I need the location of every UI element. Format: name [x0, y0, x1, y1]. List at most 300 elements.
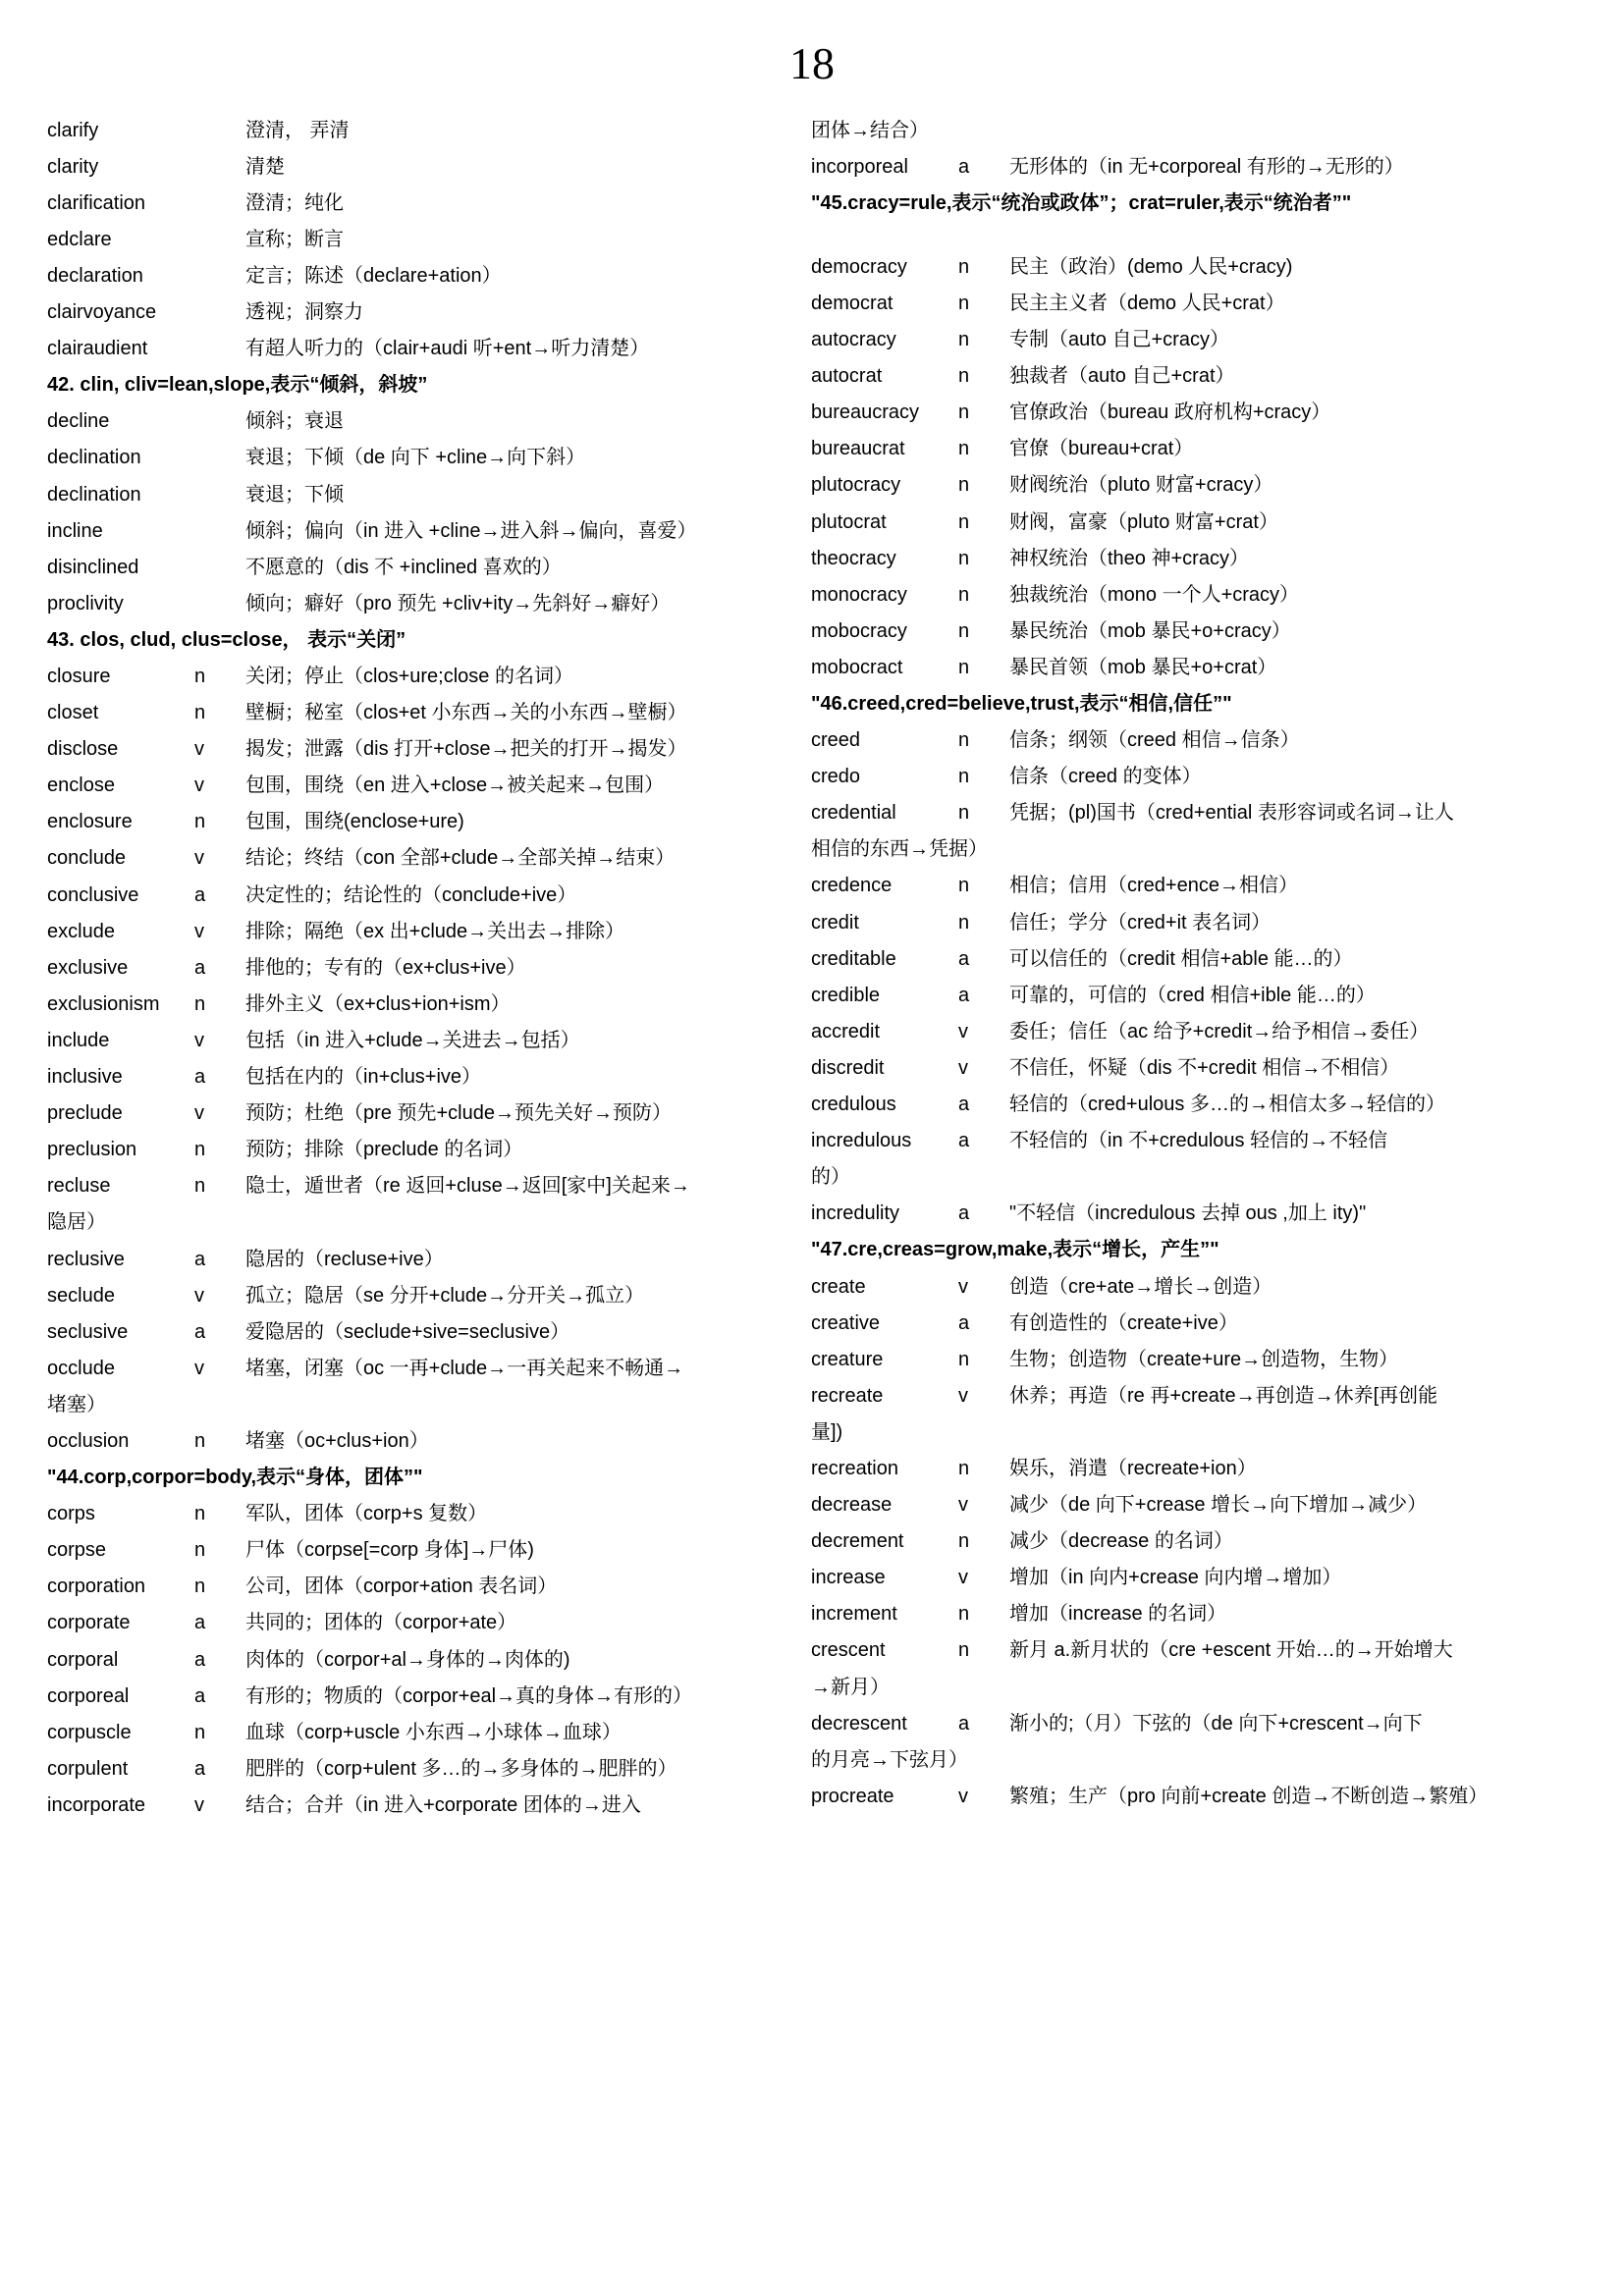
entry-part-of-speech: a — [958, 1130, 970, 1152]
vocabulary-entry — [47, 407, 774, 437]
entry-definition: 不愿意的（dis 不 +inclined 喜欢的） — [245, 556, 562, 578]
entry-part-of-speech: n — [958, 656, 970, 678]
entry-word: mobocracy — [811, 619, 907, 642]
entry-part-of-speech: n — [958, 365, 970, 388]
entry-part-of-speech: n — [958, 619, 970, 642]
vocabulary-entry — [811, 1200, 1538, 1229]
entry-word: disinclined — [47, 556, 139, 578]
entry-continuation: 团体→结合） — [811, 119, 929, 141]
entry-definition: 渐小的;（月）下弦的（de 向下+crescent→向下 — [1009, 1712, 1423, 1735]
entry-word: monocracy — [811, 583, 907, 606]
entry-definition: 娱乐，消遣（recreate+ion） — [1009, 1457, 1257, 1479]
entry-word: exclusionism — [47, 992, 160, 1015]
entry-definition: 生物；创造物（create+ure→创造物，生物） — [1009, 1348, 1399, 1370]
entry-word: credence — [811, 875, 893, 897]
entry-definition: 包括（in 进入+clude→关进去→包括） — [245, 1029, 580, 1051]
entry-word: democracy — [811, 255, 907, 278]
entry-definition: 休养；再造（re 再+create→再创造→休养[再创能 — [1009, 1384, 1438, 1407]
entry-word: preclusion — [47, 1139, 137, 1161]
entry-definition: 澄清， 弄清 — [245, 119, 350, 141]
entry-definition: 信条（creed 的变体） — [1009, 766, 1202, 788]
entry-part-of-speech: n — [958, 329, 970, 351]
entry-part-of-speech: n — [958, 510, 970, 533]
entry-definition: 减少（de 向下+crease 增长→向下增加→减少） — [1009, 1494, 1428, 1517]
entry-definition: 透视；洞察力 — [245, 301, 363, 324]
vocabulary-entry — [47, 1318, 774, 1348]
entry-definition: 有超人听力的（clair+audi 听+ent→听力清楚） — [245, 338, 650, 360]
entry-definition: 肥胖的（corp+ulent 多…的→多身体的→肥胖的） — [245, 1757, 677, 1780]
entry-definition: 定言；陈述（declare+ation） — [245, 264, 502, 287]
entry-definition: 倾斜；衰退 — [245, 410, 344, 433]
entry-word: accredit — [811, 1020, 881, 1042]
vocabulary-entry — [811, 945, 1538, 975]
entry-word: incorporate — [47, 1793, 146, 1816]
vocabulary-entry — [47, 1536, 774, 1566]
entry-definition: 预防；排除（preclude 的名词） — [245, 1139, 523, 1161]
entry-part-of-speech: n — [958, 911, 970, 934]
vocabulary-entry — [47, 226, 774, 255]
entry-word: increment — [811, 1603, 897, 1626]
entry-definition: 不轻信的（in 不+credulous 轻信的→不轻信 — [1009, 1130, 1388, 1152]
entry-continuation: 隐居） — [47, 1211, 106, 1234]
entry-part-of-speech: a — [194, 1320, 206, 1343]
entry-continuation: 相信的东西→凭据） — [811, 838, 988, 861]
entry-definition: 官僚政治（bureau 政府机构+cracy） — [1009, 401, 1331, 424]
entry-part-of-speech: n — [194, 1139, 206, 1161]
entry-definition: 清楚 — [245, 155, 285, 178]
entry-word: incorporeal — [811, 155, 908, 178]
entry-part-of-speech: n — [958, 474, 970, 497]
entry-definition: 孤立；隐居（se 分开+clude→分开关→孤立） — [245, 1284, 645, 1307]
vocabulary-entry — [811, 1091, 1538, 1120]
entry-definition: 暴民首领（mob 暴民+o+crat） — [1009, 656, 1277, 678]
vocabulary-entry — [47, 844, 774, 874]
entry-definition: 凭据；(pl)国书（cred+ential 表形容词或名词→让人 — [1009, 802, 1454, 825]
vocabulary-entry — [811, 1018, 1538, 1047]
vocabulary-entry — [811, 1382, 1538, 1412]
entry-word: corpulent — [47, 1757, 129, 1780]
entry-definition: 共同的；团体的（corpor+ate） — [245, 1612, 517, 1634]
entry-word: creature — [811, 1348, 884, 1370]
entry-definition: 宣称；断言 — [245, 228, 344, 250]
entry-definition: 专制（auto 自己+cracy） — [1009, 329, 1229, 351]
vocabulary-entry — [47, 1500, 774, 1529]
vocabulary-entry — [47, 918, 774, 947]
vocabulary-entry — [47, 881, 774, 911]
entry-definition: 相信；信用（cred+ence→相信） — [1009, 875, 1298, 897]
entry-word: theocracy — [811, 547, 896, 569]
entry-continuation: 的） — [811, 1166, 850, 1189]
entry-word: conclude — [47, 847, 127, 870]
entry-part-of-speech: v — [958, 1020, 968, 1042]
entry-word: closet — [47, 702, 99, 724]
entry-definition: 繁殖；生产（pro 向前+create 创造→不断创造→繁殖） — [1009, 1785, 1489, 1807]
entry-part-of-speech: n — [194, 1175, 206, 1198]
entry-definition: 委任；信任（ac 给予+credit→给予相信→委任） — [1009, 1020, 1430, 1042]
entry-definition: 新月 a.新月状的（cre +escent 开始…的→开始增大 — [1009, 1639, 1453, 1662]
vocabulary-entry — [47, 954, 774, 984]
vocabulary-entry — [811, 982, 1538, 1011]
entry-part-of-speech: v — [958, 1567, 968, 1589]
entry-word: corpuscle — [47, 1721, 132, 1743]
entry-part-of-speech: n — [958, 1348, 970, 1370]
entry-definition: 军队，团体（corp+s 复数） — [245, 1503, 488, 1525]
entry-word: credential — [811, 802, 896, 825]
vocabulary-entry — [47, 808, 774, 837]
vocabulary-entry — [47, 590, 774, 619]
entry-part-of-speech: n — [194, 1429, 206, 1452]
entry-part-of-speech: v — [958, 1494, 968, 1517]
entry-word: autocrat — [811, 365, 883, 388]
entry-definition: 财阀统治（pluto 财富+cracy） — [1009, 474, 1273, 497]
entry-word: incredulity — [811, 1202, 900, 1225]
entry-word: creative — [811, 1311, 881, 1334]
vocabulary-entry — [811, 1600, 1538, 1629]
vocabulary-entry — [811, 1527, 1538, 1557]
entry-word: enclosure — [47, 811, 133, 833]
vocabulary-entry — [47, 189, 774, 219]
entry-continuation: →新月） — [811, 1676, 890, 1698]
vocabulary-entry — [47, 1172, 774, 1201]
left-column — [47, 117, 774, 1828]
entry-definition: 尸体（corpse[=corp 身体]→尸体) — [245, 1539, 534, 1562]
entry-definition: 结合；合并（in 进入+corporate 团体的→进入 — [245, 1793, 641, 1816]
entry-definition: 关闭；停止（clos+ure;close 的名词） — [245, 666, 573, 687]
vocabulary-entry — [47, 554, 774, 583]
entry-part-of-speech: a — [958, 1311, 970, 1334]
entry-definition: 增加（increase 的名词） — [1009, 1603, 1227, 1626]
entry-word: preclude — [47, 1102, 123, 1125]
entry-definition: 结论；终结（con 全部+clude→全部关掉→结束） — [245, 847, 676, 870]
entry-definition: 轻信的（cred+ulous 多…的→相信太多→轻信的） — [1009, 1094, 1445, 1116]
entry-part-of-speech: v — [194, 738, 204, 761]
vocabulary-entry — [811, 1127, 1538, 1156]
vocabulary-entry — [47, 1136, 774, 1165]
vocabulary-entry — [47, 444, 774, 473]
section-heading: "45.cracy=rule,表示“统治或政体”；crat=ruler,表示“统治者”" — [811, 191, 1352, 214]
entry-part-of-speech: a — [958, 1712, 970, 1735]
entry-word: occlude — [47, 1357, 115, 1379]
entry-word: clarify — [47, 119, 99, 141]
entry-definition: 民主主义者（demo 人民+crat） — [1009, 292, 1285, 314]
entry-word: discredit — [811, 1056, 885, 1079]
vocabulary-entry — [47, 335, 774, 364]
entry-part-of-speech: v — [958, 1056, 968, 1079]
entry-word: procreate — [811, 1785, 894, 1807]
entry-word: corporeal — [47, 1684, 130, 1707]
entry-part-of-speech: n — [958, 292, 970, 314]
entry-part-of-speech: n — [958, 766, 970, 788]
vocabulary-entry — [47, 117, 774, 146]
entry-definition: 公司，团体（corpor+ation 表名词） — [245, 1575, 558, 1598]
entry-definition: 无形体的（in 无+corporeal 有形的→无形的） — [1009, 155, 1404, 178]
entry-word: corpse — [47, 1539, 107, 1562]
vocabulary-entry — [811, 617, 1538, 647]
entry-part-of-speech: v — [194, 1102, 204, 1125]
entry-word: edclare — [47, 228, 112, 250]
entry-definition: 包围，围绕（en 进入+close→被关起来→包围） — [245, 774, 665, 797]
entry-word: credit — [811, 911, 859, 934]
entry-definition: "不轻信（incredulous 去掉 ous ,加上 ity)" — [1009, 1202, 1367, 1225]
entry-definition: 揭发；泄露（dis 打开+close→把关的打开→揭发） — [245, 738, 687, 761]
entry-word: exclude — [47, 920, 115, 942]
entry-word: creed — [811, 729, 861, 752]
vocabulary-entry — [811, 362, 1538, 392]
vocabulary-entry — [47, 1282, 774, 1311]
entry-continuation: 的月亮→下弦月） — [811, 1748, 968, 1771]
entry-word: credo — [811, 766, 861, 788]
entry-word: bureaucrat — [811, 438, 905, 460]
entry-word: create — [811, 1275, 866, 1298]
section-heading: "44.corp,corpor=body,表示“身体，团体”" — [47, 1467, 423, 1489]
entry-definition: 肉体的（corpor+al→身体的→肉体的) — [245, 1648, 570, 1671]
entry-definition: 有创造性的（create+ive） — [1009, 1311, 1238, 1334]
entry-definition: 堵塞（oc+clus+ion） — [245, 1429, 429, 1452]
vocabulary-entry — [47, 1027, 774, 1056]
entry-part-of-speech: a — [958, 984, 970, 1006]
entry-word: autocracy — [811, 329, 896, 351]
entry-part-of-speech: n — [958, 729, 970, 752]
entry-word: declination — [47, 483, 141, 506]
entry-part-of-speech: n — [194, 811, 206, 833]
entry-word: plutocracy — [811, 474, 901, 497]
entry-part-of-speech: n — [194, 1539, 206, 1562]
vocabulary-entry — [811, 909, 1538, 938]
spacer — [811, 226, 1538, 253]
vocabulary-entry — [811, 326, 1538, 355]
entry-word: decrement — [811, 1530, 904, 1553]
entry-word: incredulous — [811, 1130, 912, 1152]
entry-part-of-speech: a — [194, 1648, 206, 1671]
entry-definition: 决定性的；结论性的（conclude+ive） — [245, 883, 577, 906]
entry-continuation: 堵塞） — [47, 1393, 106, 1415]
vocabulary-entry — [811, 253, 1538, 283]
vocabulary-entry — [811, 545, 1538, 574]
vocabulary-entry — [47, 1427, 774, 1457]
entry-word: corps — [47, 1503, 95, 1525]
entry-word: recreate — [811, 1384, 884, 1407]
entry-part-of-speech: n — [194, 992, 206, 1015]
entry-word: credible — [811, 984, 881, 1006]
vocabulary-entry — [811, 799, 1538, 828]
entry-definition: 增加（in 向内+crease 向内增→增加） — [1009, 1567, 1342, 1589]
entry-definition: 衰退；下倾（de 向下 +cline→向下斜） — [245, 447, 586, 469]
vocabulary-entry — [811, 1273, 1538, 1303]
entry-word: corporal — [47, 1648, 119, 1671]
entry-part-of-speech: v — [194, 774, 204, 797]
entry-part-of-speech: v — [194, 1284, 204, 1307]
page-number: 18 — [789, 38, 835, 88]
vocabulary-entry — [811, 1491, 1538, 1521]
vocabulary-entry — [811, 654, 1538, 683]
entry-definition: 包括在内的（in+clus+ive） — [245, 1066, 482, 1089]
entry-part-of-speech: n — [958, 547, 970, 569]
vocabulary-entry — [811, 1710, 1538, 1739]
entry-word: reclusive — [47, 1248, 125, 1270]
entry-part-of-speech: a — [958, 155, 970, 178]
entry-definition: 独裁者（auto 自己+crat） — [1009, 365, 1235, 388]
vocabulary-entry — [47, 663, 774, 692]
entry-part-of-speech: n — [958, 1639, 970, 1662]
vocabulary-entry — [811, 471, 1538, 501]
entry-definition: 爱隐居的（seclude+sive=seclusive） — [245, 1320, 570, 1343]
entry-part-of-speech: n — [194, 1503, 206, 1525]
entry-part-of-speech: v — [958, 1384, 968, 1407]
vocabulary-entry — [811, 581, 1538, 611]
entry-word: include — [47, 1029, 110, 1051]
entry-part-of-speech: a — [194, 1757, 206, 1780]
entry-word: bureaucracy — [811, 401, 920, 424]
vocabulary-entry — [47, 262, 774, 292]
vocabulary-entry — [47, 517, 774, 547]
entry-part-of-speech: v — [194, 920, 204, 942]
vocabulary-entry — [47, 699, 774, 728]
vocabulary-entry — [811, 763, 1538, 792]
entry-word: increase — [811, 1567, 886, 1589]
entry-word: enclose — [47, 774, 115, 797]
entry-word: mobocract — [811, 656, 903, 678]
entry-word: declination — [47, 447, 141, 469]
entry-part-of-speech: n — [958, 1530, 970, 1553]
entry-word: seclusive — [47, 1320, 129, 1343]
vocabulary-entry — [811, 726, 1538, 756]
entry-definition: 隐士，遁世者（re 返回+cluse→返回[家中]关起来→ — [245, 1175, 690, 1198]
entry-definition: 神权统治（theo 神+cracy） — [1009, 547, 1249, 569]
entry-part-of-speech: a — [958, 947, 970, 970]
entry-word: crescent — [811, 1639, 886, 1662]
entry-definition: 减少（decrease 的名词） — [1009, 1530, 1233, 1553]
entry-part-of-speech: v — [194, 1357, 204, 1379]
entry-word: disclose — [47, 738, 119, 761]
entry-word: clarification — [47, 191, 146, 214]
entry-part-of-speech: n — [194, 702, 206, 724]
entry-part-of-speech: n — [958, 1603, 970, 1626]
entry-definition: 有形的；物质的（corpor+eal→真的身体→有形的） — [245, 1684, 693, 1707]
entry-part-of-speech: v — [194, 1029, 204, 1051]
entry-definition: 排除；隔绝（ex 出+clude→关出去→排除） — [245, 920, 625, 942]
vocabulary-entry — [811, 435, 1538, 464]
entry-word: proclivity — [47, 592, 124, 614]
vocabulary-entry — [811, 1309, 1538, 1339]
entry-definition: 财阀，富豪（pluto 财富+crat） — [1009, 510, 1278, 533]
entry-word: clarity — [47, 155, 99, 178]
vocabulary-entry — [811, 1636, 1538, 1666]
entry-part-of-speech: a — [194, 956, 206, 979]
entry-part-of-speech: n — [194, 1575, 206, 1598]
entry-word: clairvoyance — [47, 301, 157, 324]
entry-definition: 官僚（bureau+crat） — [1009, 438, 1194, 460]
vocabulary-entry — [47, 1755, 774, 1785]
vocabulary-entry — [811, 508, 1538, 538]
entry-definition: 排他的；专有的（ex+clus+ive） — [245, 956, 526, 979]
entry-part-of-speech: n — [958, 875, 970, 897]
entry-definition: 隐居的（recluse+ive） — [245, 1248, 444, 1270]
vocabulary-entry — [47, 1246, 774, 1275]
entry-word: inclusive — [47, 1066, 123, 1089]
entry-definition: 壁橱；秘室（clos+et 小东西→关的小东西→壁橱） — [245, 702, 687, 724]
entry-definition: 预防；杜绝（pre 预先+clude→预先关好→预防） — [245, 1102, 672, 1125]
entry-word: seclude — [47, 1284, 115, 1307]
vocabulary-entry — [47, 1063, 774, 1093]
entry-definition: 倾向；癖好（pro 预先 +cliv+ity→先斜好→癖好） — [245, 592, 671, 614]
vocabulary-entry — [811, 1783, 1538, 1812]
entry-word: decrescent — [811, 1712, 907, 1735]
entry-definition: 包围，围绕(enclose+ure) — [245, 811, 464, 833]
entry-definition: 民主（政治）(demo 人民+cracy) — [1009, 255, 1293, 278]
entry-word: incline — [47, 519, 103, 542]
entry-definition: 信条；纲领（creed 相信→信条） — [1009, 729, 1300, 752]
entry-part-of-speech: n — [194, 666, 206, 687]
vocabulary-entry — [47, 1646, 774, 1676]
entry-part-of-speech: n — [958, 583, 970, 606]
section-heading: 42. clin, cliv=lean,slope,表示“倾斜，斜坡” — [47, 374, 428, 397]
entry-word: democrat — [811, 292, 893, 314]
entry-part-of-speech: n — [194, 1721, 206, 1743]
entry-word: corporate — [47, 1612, 131, 1634]
vocabulary-entry — [811, 1564, 1538, 1593]
entry-word: creditable — [811, 947, 896, 970]
two-column-body — [39, 117, 1585, 1828]
entry-continuation: 量]) — [811, 1420, 843, 1443]
entry-part-of-speech: a — [194, 1248, 206, 1270]
entry-definition: 倾斜；偏向（in 进入 +cline→进入斜→偏向，喜爱） — [245, 519, 697, 542]
entry-word: plutocrat — [811, 510, 887, 533]
vocabulary-entry — [47, 1719, 774, 1748]
entry-word: decrease — [811, 1494, 893, 1517]
entry-part-of-speech: v — [194, 847, 204, 870]
entry-definition: 不信任，怀疑（dis 不+credit 相信→不相信） — [1009, 1056, 1400, 1079]
entry-part-of-speech: a — [194, 1066, 206, 1089]
vocabulary-entry — [47, 298, 774, 328]
entry-part-of-speech: v — [958, 1275, 968, 1298]
right-column — [811, 117, 1538, 1819]
vocabulary-entry — [811, 399, 1538, 428]
entry-part-of-speech: a — [194, 883, 206, 906]
vocabulary-entry — [811, 1054, 1538, 1084]
entry-definition: 信任；学分（cred+it 表名词） — [1009, 911, 1272, 934]
vocabulary-entry — [47, 1573, 774, 1602]
vocabulary-entry — [811, 1346, 1538, 1375]
entry-word: clairaudient — [47, 338, 148, 360]
vocabulary-entry — [47, 1791, 774, 1821]
entry-word: conclusive — [47, 883, 139, 906]
vocabulary-entry — [47, 735, 774, 765]
entry-definition: 衰退；下倾 — [245, 483, 344, 506]
vocabulary-entry — [47, 1682, 774, 1712]
entry-word: declaration — [47, 264, 143, 287]
entry-definition: 血球（corp+uscle 小东西→小球体→血球） — [245, 1721, 622, 1743]
entry-definition: 可靠的，可信的（cred 相信+ible 能…的） — [1009, 984, 1376, 1006]
entry-part-of-speech: v — [958, 1785, 968, 1807]
section-heading: "46.creed,cred=believe,trust,表示“相信,信任”" — [811, 693, 1232, 715]
section-heading: "47.cre,creas=grow,make,表示“增长，产生”" — [811, 1239, 1219, 1261]
entry-word: closure — [47, 666, 111, 687]
vocabulary-entry — [47, 153, 774, 183]
entry-word: recreation — [811, 1457, 898, 1479]
entry-definition: 堵塞，闭塞（oc 一再+clude→一再关起来不畅通→ — [245, 1357, 684, 1379]
entry-word: exclusive — [47, 956, 129, 979]
entry-part-of-speech: a — [958, 1202, 970, 1225]
entry-definition: 排外主义（ex+clus+ion+ism） — [245, 992, 511, 1015]
entry-definition: 创造（cre+ate→增长→创造） — [1009, 1275, 1272, 1298]
vocabulary-entry — [811, 1455, 1538, 1484]
vocabulary-entry — [47, 772, 774, 801]
section-heading: 43. clos, clud, clus=close， 表示“关闭” — [47, 628, 406, 651]
entry-part-of-speech: n — [958, 255, 970, 278]
vocabulary-entry — [47, 1355, 774, 1384]
vocabulary-entry — [811, 290, 1538, 319]
entry-part-of-speech: a — [958, 1094, 970, 1116]
